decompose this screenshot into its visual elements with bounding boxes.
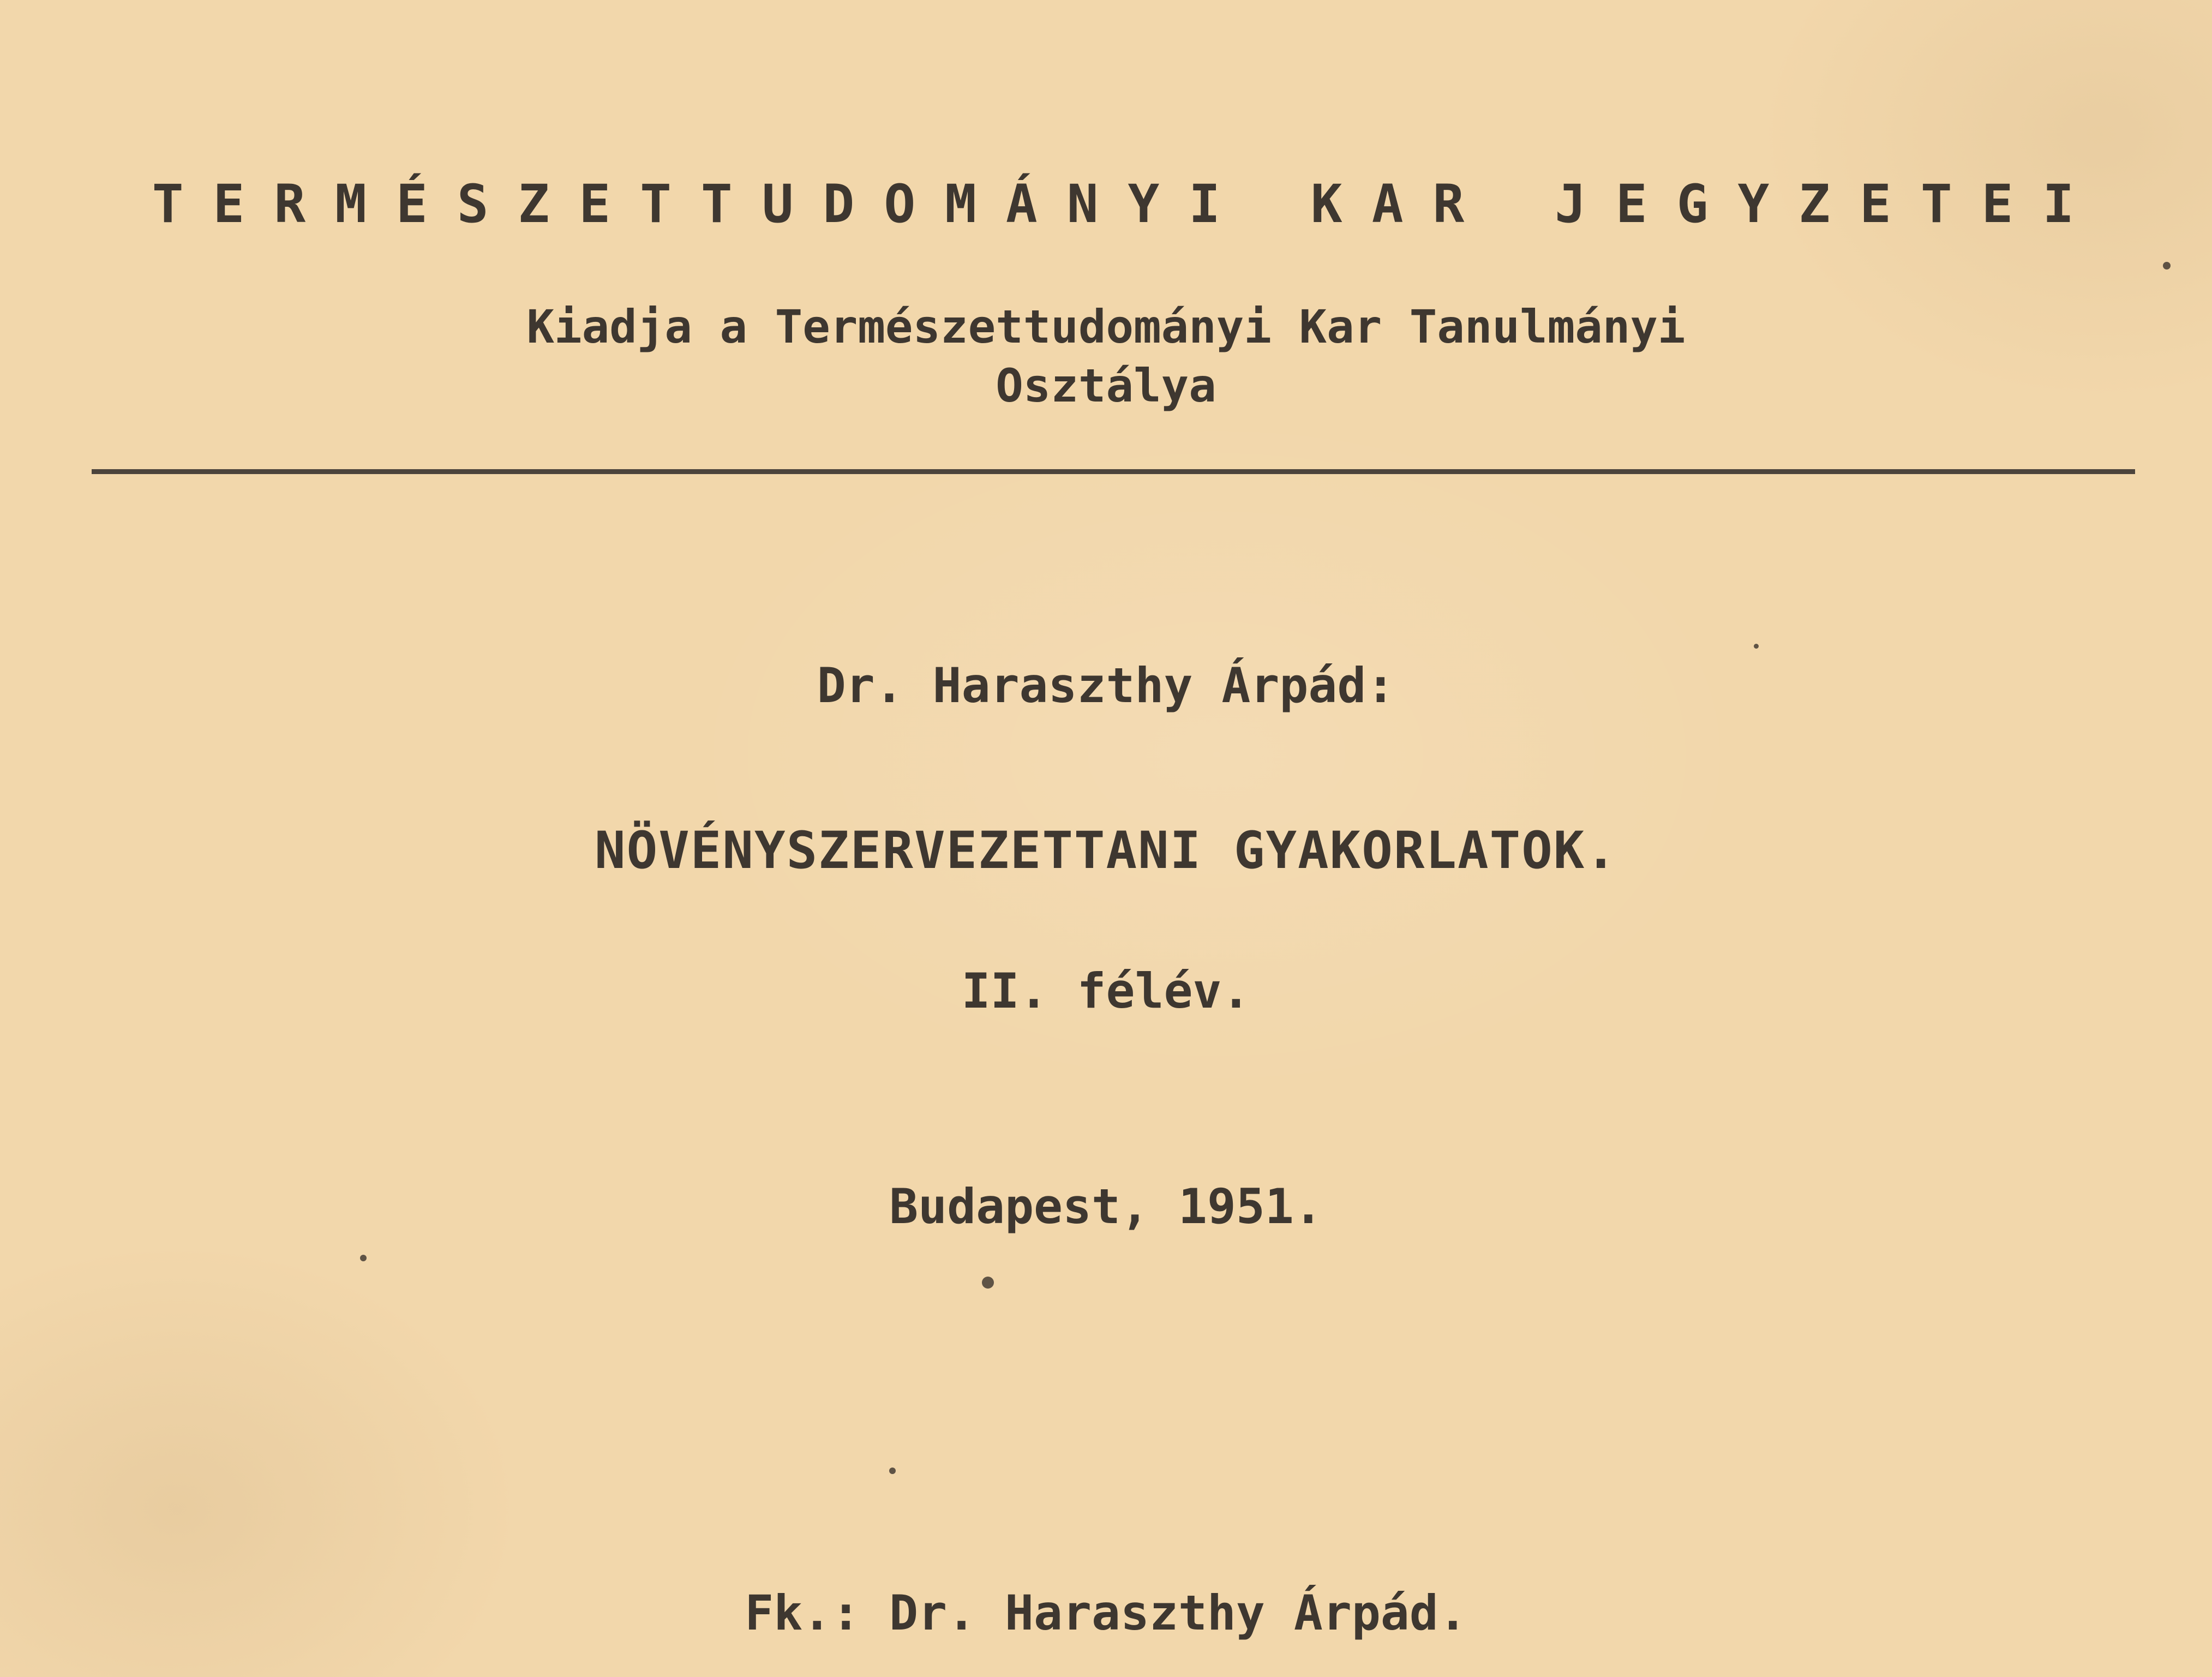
- series-title: TERMÉSZETTUDOMÁNYI KAR JEGYZETEI: [152, 173, 2104, 235]
- ink-speck: [982, 1277, 994, 1289]
- place-year-line: Budapest, 1951.: [889, 1178, 1323, 1235]
- publisher-line-2: Osztálya: [996, 359, 1216, 412]
- publisher-block: [0, 297, 2212, 415]
- ink-speck: [2163, 262, 2171, 269]
- ink-speck: [889, 1468, 896, 1474]
- ink-speck: [360, 1255, 367, 1261]
- header-divider: [92, 469, 2135, 474]
- author-line: Dr. Haraszthy Árpád:: [817, 657, 1395, 714]
- ink-speck: [1754, 644, 1759, 649]
- book-title: NÖVÉNYSZERVEZETTANI GYAKORLATOK.: [595, 821, 1617, 881]
- semester-line: II. félév.: [961, 963, 1251, 1019]
- editor-line: Fk.: Dr. Haraszthy Árpád.: [745, 1585, 1467, 1641]
- publisher-line-1: Kiadja a Természettudományi Kar Tanulmányi: [526, 300, 1686, 354]
